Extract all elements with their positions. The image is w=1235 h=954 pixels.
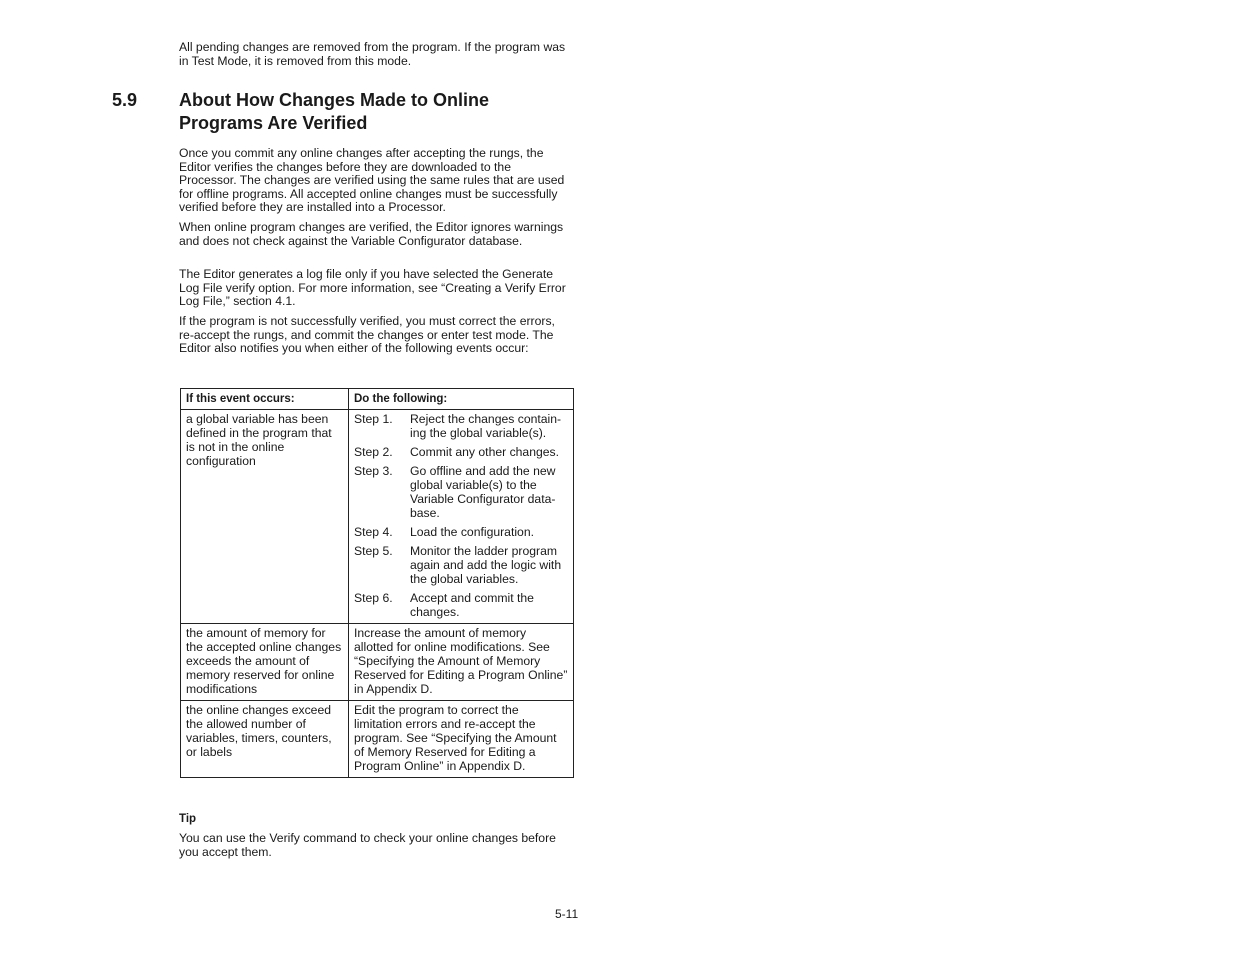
step-text: Go offline and add the new global variable(s) to the Variable Configurator data-base.	[410, 464, 556, 520]
section-title-line1: About How Changes Made to Online	[179, 90, 489, 110]
table-row	[181, 410, 574, 624]
page-number: 5-11	[555, 907, 579, 921]
section-title-line2: Programs Are Verified	[179, 113, 368, 133]
table-cell-action: Increase the amount of memory allotted for online modifications. See “Specifying the Amount of Memory Reserved for Editing a Program Online” in Appendix D.	[349, 624, 574, 701]
step-number: Step 2.	[354, 445, 393, 459]
table-row	[181, 624, 574, 701]
body-paragraph-1: Once you commit any online changes after accepting the rungs, the Editor verifies the changes before they are downloaded to the Processor. The changes are verified using the same rules that are used for offline programs. All accepted online changes must be successfully verified before they are installed into a Processor.	[179, 146, 565, 215]
tip-text: You can use the Verify command to check your online changes before you accept them.	[179, 831, 556, 859]
step-number: Step 1.	[354, 412, 393, 426]
step-item	[354, 544, 568, 586]
step-item	[354, 591, 568, 619]
step-text: Commit any other changes.	[410, 445, 560, 459]
table-cell-steps	[349, 410, 574, 624]
table-cell-event: the amount of memory for the accepted online changes exceeds the amount of memory reserved for online modifications	[181, 624, 349, 701]
body-paragraph-4: If the program is not successfully verified, you must correct the errors, re-accept the rungs, and commit the changes or enter test mode. The Editor also notifies you when either of the following events occur:	[179, 314, 555, 356]
table-cell-event: the online changes exceed the allowed number of variables, timers, counters, or labels	[181, 701, 349, 778]
body-paragraph-3: The Editor generates a log file only if you have selected the Generate Log File verify option. For more information, see “Creating a Verify Error Log File,” section 4.1.	[179, 267, 566, 309]
table-header-action: Do the following:	[349, 389, 574, 410]
table-header-event: If this event occurs:	[181, 389, 349, 410]
intro-paragraph: All pending changes are removed from the program. If the program was in Test Mode, it is removed from this mode.	[179, 40, 566, 68]
step-item	[354, 464, 568, 520]
step-text: Accept and commit the changes.	[410, 591, 534, 619]
step-text: Reject the changes contain-ing the global variable(s).	[410, 412, 562, 440]
step-text: Monitor the ladder program again and add the logic with the global variables.	[410, 544, 562, 586]
step-number: Step 3.	[354, 464, 393, 478]
table-header-row	[181, 389, 574, 410]
events-table	[180, 388, 574, 778]
step-item	[354, 445, 568, 459]
body-paragraph-2: When online program changes are verified, the Editor ignores warnings and does not check against the Variable Configurator database.	[179, 220, 564, 248]
step-number: Step 5.	[354, 544, 393, 558]
section-number: 5.9	[112, 90, 138, 110]
table-row	[181, 701, 574, 778]
tip-heading: Tip	[179, 813, 197, 825]
table-cell-event: a global variable has been defined in the program that is not in the online configuration	[181, 410, 349, 624]
step-number: Step 6.	[354, 591, 393, 605]
section-title	[179, 89, 579, 135]
step-item	[354, 525, 568, 539]
table-cell-action: Edit the program to correct the limitation errors and re-accept the program. See “Specifying the Amount of Memory Reserved for Editing a Program Online” in Appendix D.	[349, 701, 574, 778]
step-number: Step 4.	[354, 525, 393, 539]
step-text: Load the configuration.	[410, 525, 534, 539]
step-item	[354, 412, 568, 440]
